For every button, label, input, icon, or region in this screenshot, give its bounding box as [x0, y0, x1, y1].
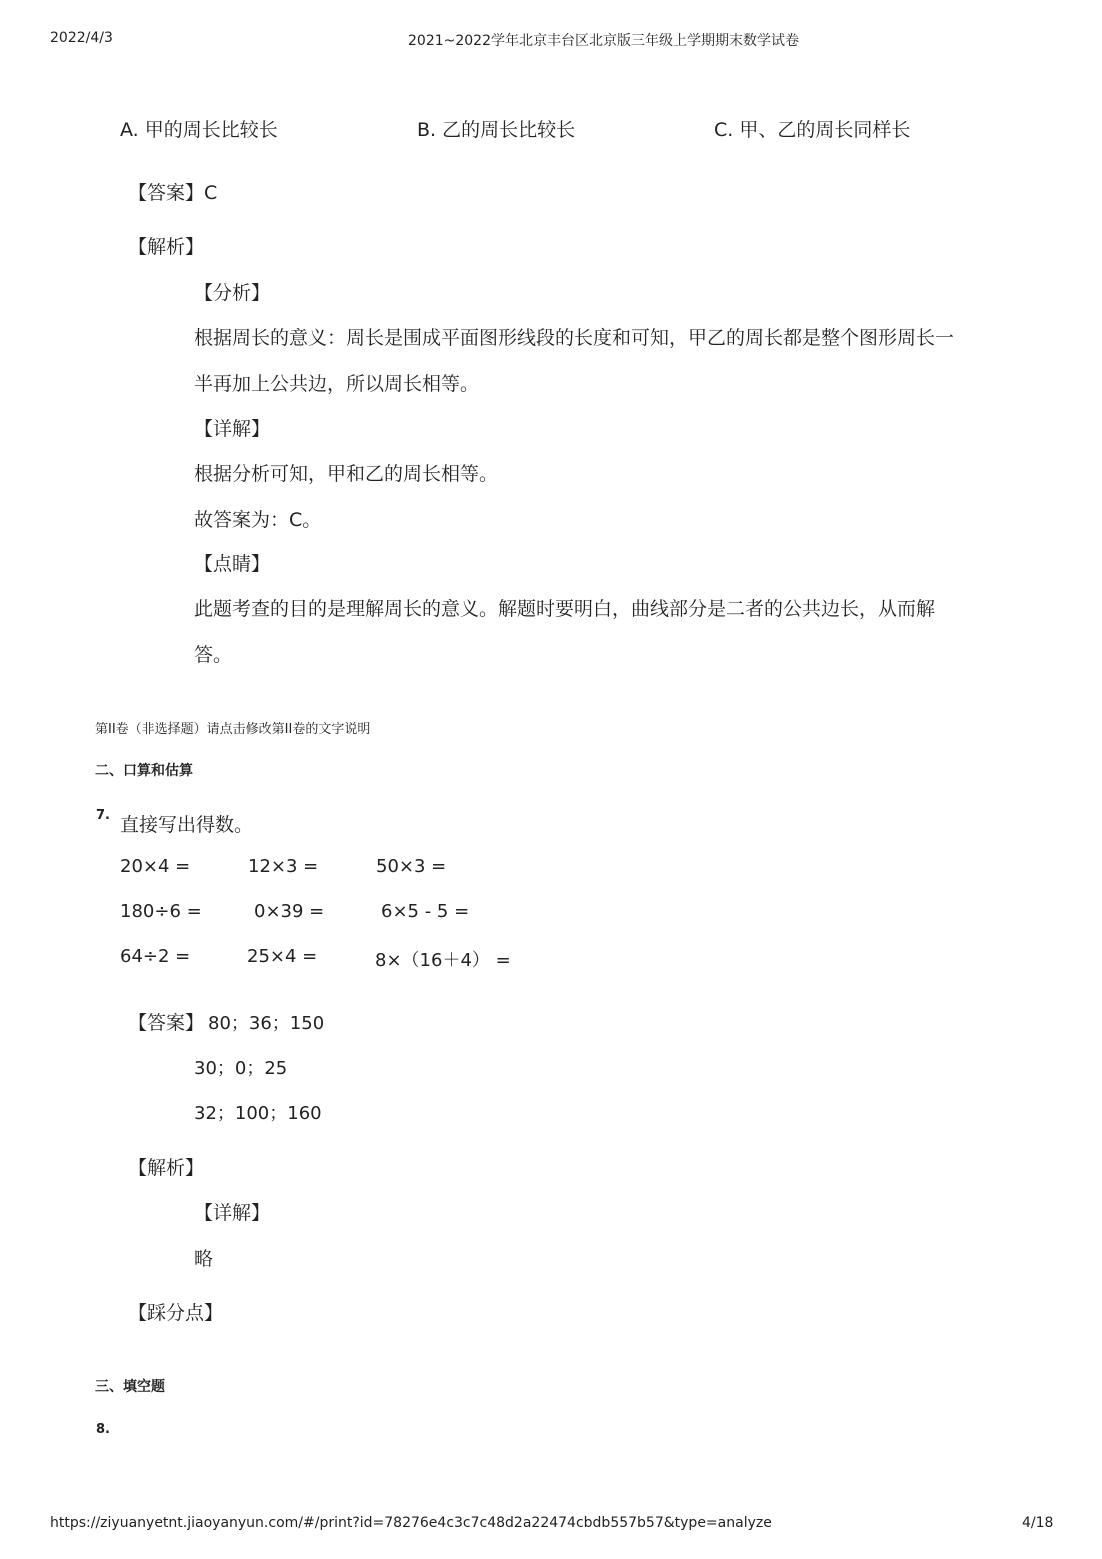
calc-item: 6×5 - 5 = [381, 901, 470, 922]
calc-item: 64÷2 = [120, 946, 191, 967]
q7-answer-label: 【答案】 [128, 1012, 205, 1034]
page-number: 4/18 [1022, 1515, 1054, 1531]
xiangjie-line-2: 故答案为：C。 [194, 509, 322, 531]
fenxi-line-2: 半再加上公共边，所以周长相等。 [194, 373, 480, 395]
q8-number: 8. [96, 1422, 110, 1437]
option-b: B. 乙的周长比较长 [417, 119, 576, 141]
q7-answer-line: 32；100；160 [194, 1103, 322, 1124]
q7-analysis-label: 【解析】 [128, 1157, 205, 1179]
xiangjie-line-1: 根据分析可知，甲和乙的周长相等。 [194, 463, 499, 485]
volume-note: 第II卷（非选择题）请点击修改第II卷的文字说明 [95, 722, 371, 737]
q6-answer [128, 178, 217, 205]
calc-item: 0×39 = [254, 901, 325, 922]
fenxi-label: 【分析】 [194, 282, 271, 304]
answer-value: C [204, 182, 218, 204]
option-c: C. 甲、乙的周长同样长 [714, 119, 911, 141]
calc-item: 180÷6 = [120, 901, 202, 922]
q6-analysis-label: 【解析】 [128, 236, 205, 258]
footer-url: https://ziyuanyetnt.jiaoyanyun.com/#/print?id=78276e4c3c7c48d2a22474cbdb557b57&type=analyze [50, 1515, 772, 1531]
fenxi-line-1: 根据周长的意义：周长是围成平面图形线段的长度和可知，甲乙的周长都是整个图形周长一 [194, 327, 955, 349]
document-title: 2021~2022学年北京丰台区北京版三年级上学期期末数学试卷 [408, 33, 799, 49]
dianjing-line-1: 此题考查的目的是理解周长的意义。解题时要明白，曲线部分是二者的公共边长，从而解 [194, 598, 936, 620]
calc-item: 50×3 = [376, 856, 447, 877]
section-title-2: 二、口算和估算 [95, 763, 193, 779]
q7-xiangjie-text: 略 [194, 1248, 214, 1270]
xiangjie-label: 【详解】 [194, 418, 271, 440]
calc-item: 8×（16＋4） = [375, 950, 511, 971]
answer-label: 【答案】 [128, 182, 205, 204]
calc-item: 20×4 = [120, 856, 191, 877]
caifen-label: 【踩分点】 [128, 1302, 224, 1324]
calc-item: 12×3 = [248, 856, 319, 877]
q7-xiangjie-label: 【详解】 [194, 1202, 271, 1224]
print-date: 2022/4/3 [50, 30, 113, 46]
dianjing-label: 【点睛】 [194, 553, 271, 575]
calc-item: 25×4 = [247, 946, 318, 967]
option-a: A. 甲的周长比较长 [120, 119, 278, 141]
q7-answer-line: 30；0；25 [194, 1058, 288, 1079]
dianjing-line-2: 答。 [194, 644, 233, 666]
q7-number: 7. [96, 808, 110, 823]
section-title-3: 三、填空题 [95, 1379, 165, 1395]
q7-prompt: 直接写出得数。 [120, 814, 254, 836]
q7-answer-line: 80；36；150 [208, 1013, 325, 1034]
